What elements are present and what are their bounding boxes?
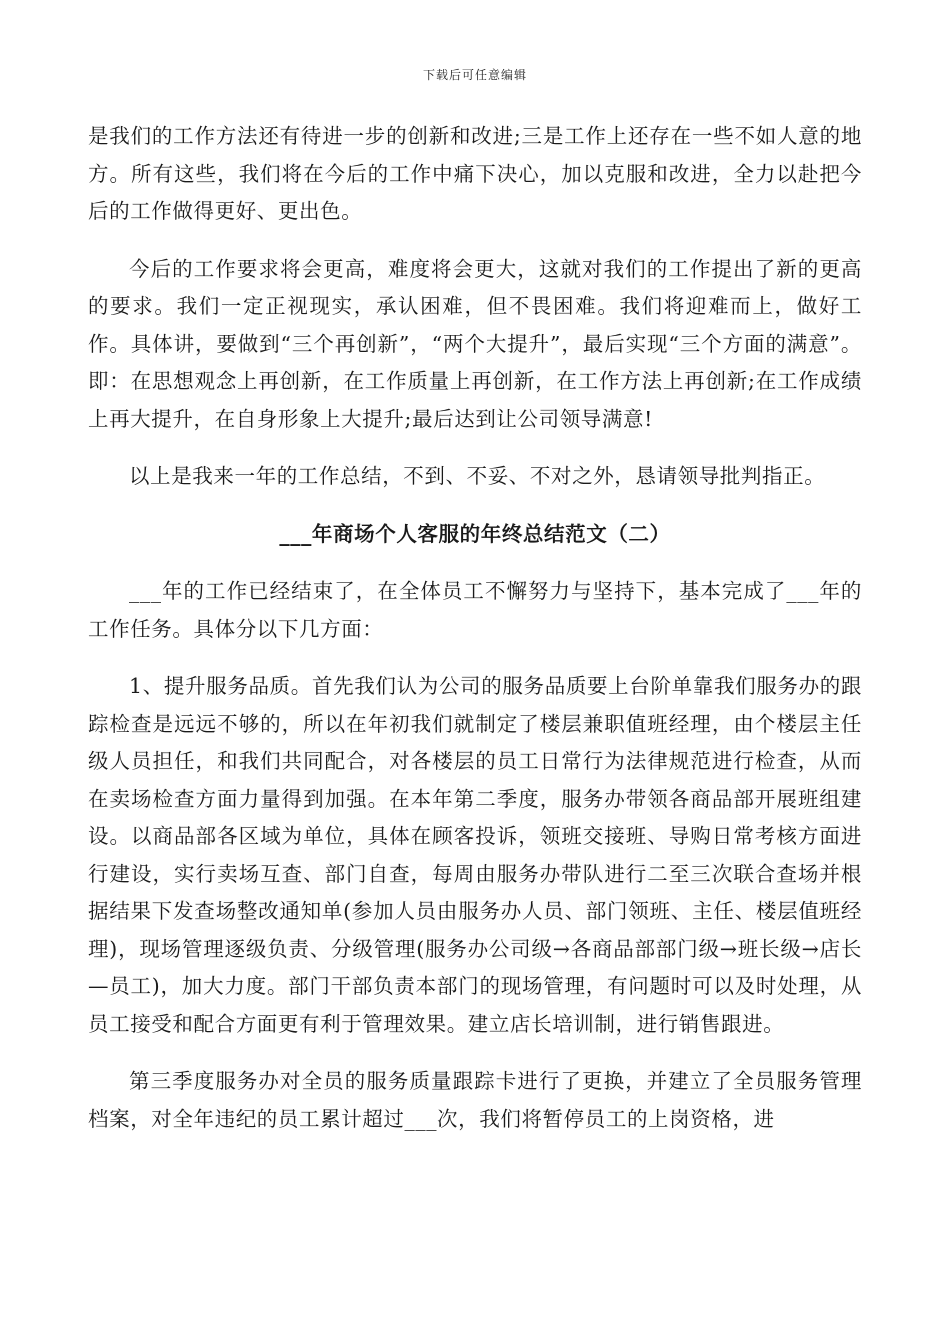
paragraph-closing: 以上是我来一年的工作总结，不到、不妥、不对之外，恳请领导批判指正。 xyxy=(129,464,826,488)
paragraph-service-quality: 1、提升服务品质。首先我们认为公司的服务品质要上台阶单靠我们服务办的跟踪检查是远远不够的，所以在年初我们就制定了楼层兼职值班经理，由个楼层主任级人员担任，和我们共同配合，对各楼层的员工日常行为法律规范进行检查，从而在卖场检查方面力量得到加强。在本年第二季度，服务办带领各商品部开展班组建设。以商品部各区域为单位，具体在顾客投诉，领班交接班、导购日常考核方面进行建设，实行卖场互查、部门自查，每周由服务办带队进行二至三次联合查场并根据结果下发查场整改通知单(参加人员由服务办人员、部门领班、主任、楼层值班经理)，现场管理逐级负责、分级管理(服务办公司级→各商品部部门级→班长级→店长—员工)，加大力度。部门干部负责本部门的现场管理，有问题时可以及时处理，从员工接受和配合方面更有利于管理效果。建立店长培训制，进行销售跟进。 xyxy=(88,674,862,1036)
paragraph-continuation: 是我们的工作方法还有待进一步的创新和改进;三是工作上还存在一些不如人意的地方。所有这些，我们将在今后的工作中痛下决心，加以克服和改进，全力以赴把今后的工作做得更好、更出色。 xyxy=(88,124,862,223)
page-header: 下载后可任意编辑 xyxy=(422,68,527,82)
paragraph-third-quarter: 第三季度服务办对全员的服务质量跟踪卡进行了更换，并建立了全员服务管理档案，对全年违纪的员工累计超过___次，我们将暂停员工的上岗资格，进 xyxy=(88,1069,862,1131)
paragraph-future-work: 今后的工作要求将会更高，难度将会更大，这就对我们的工作提出了新的更高的要求。我们一定正视现实，承认困难，但不畏困难。我们将迎难而上，做好工作。具体讲，要做到“三个再创新”，“两个大提升”，最后实现“三个方面的满意”。即：在思想观念上再创新，在工作质量上再创新，在工作方法上再创新;在工作成绩上再大提升，在自身形象上大提升;最后达到让公司领导满意! xyxy=(88,256,862,431)
document-body xyxy=(88,118,862,1158)
section-title: ___年商场个人客服的年终总结范文（二） xyxy=(279,521,671,546)
paragraph-intro: ___年的工作已经结束了，在全体员工不懈努力与坚持下，基本完成了___年的工作任务。具体分以下几方面： xyxy=(88,579,862,641)
